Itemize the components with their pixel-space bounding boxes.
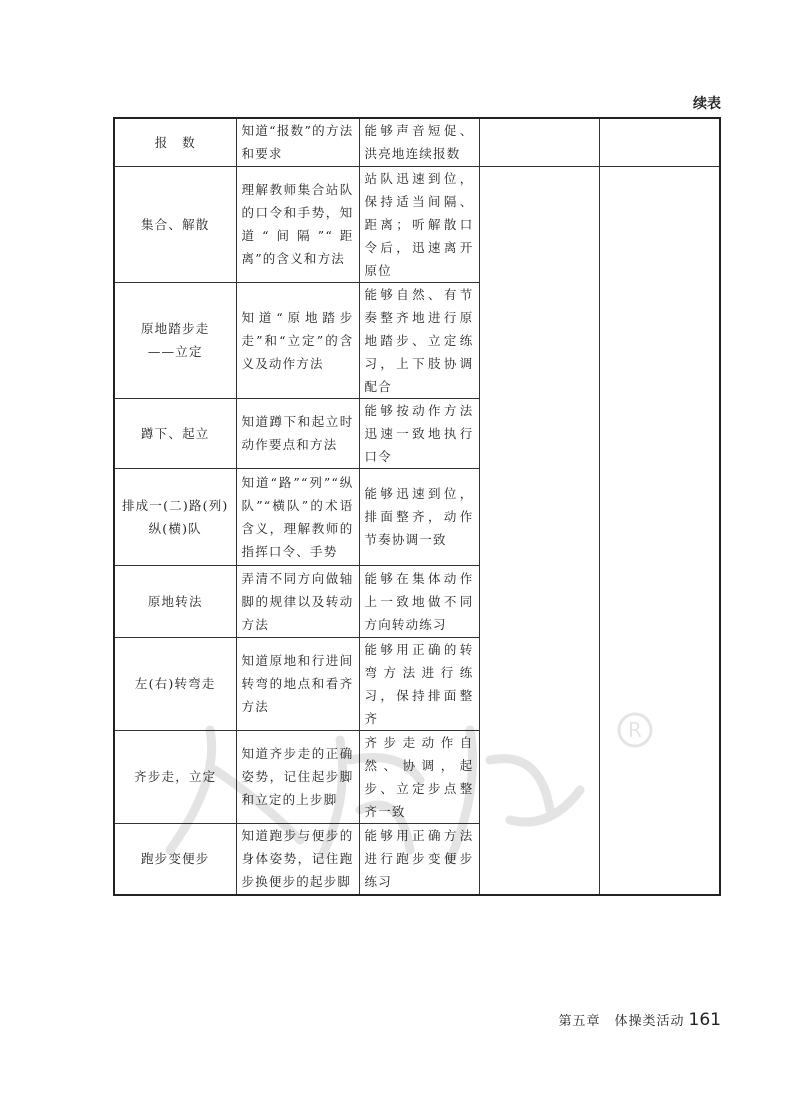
row-knowledge: 知道“报数”的方法和要求 (236, 118, 359, 166)
continued-label: 续表 (693, 96, 721, 112)
table-row (114, 118, 720, 166)
row-name: 排成一(二)路(列) 纵(横)队 (114, 468, 236, 565)
row-knowledge: 知道原地和行进间转弯的地点和看齐方法 (236, 637, 359, 730)
row-skill: 能够在集体动作上一致地做不同方向转动练习 (359, 565, 479, 637)
row-skill: 能够声音短促、洪亮地连续报数 (359, 118, 479, 166)
row-skill: 齐步走动作自然、协调，起步、立定步点整齐一致 (359, 730, 479, 823)
page-number: 161 (688, 1010, 721, 1030)
row-skill: 站队迅速到位，保持适当间隔、距离；听解散口令后，迅速离开原位 (359, 166, 479, 282)
row-name: 左(右)转弯走 (114, 637, 236, 730)
page-footer (559, 1010, 721, 1030)
chapter-label: 第五章 体操类活动 (558, 1014, 685, 1029)
svg-text:R: R (628, 718, 642, 742)
empty-cell (599, 118, 720, 166)
row-knowledge: 知道“路”“列”“纵队”“横队”的术语含义，理解教师的指挥口令、手势 (236, 468, 359, 565)
row-name: 原地转法 (114, 565, 236, 637)
row-knowledge: 知道“原地踏步走”和“立定”的含义及动作方法 (236, 282, 359, 398)
table-row (114, 166, 720, 282)
row-name: 蹲下、起立 (114, 398, 236, 468)
publisher-watermark-logo (150, 690, 670, 870)
row-name: 集合、解散 (114, 166, 236, 282)
row-skill: 能够用正确的转弯方法进行练习，保持排面整齐 (359, 637, 479, 730)
row-skill: 能够自然、有节奏整齐地进行原地踏步、立定练习，上下肢协调配合 (359, 282, 479, 398)
row-name: 跑步变便步 (114, 823, 236, 895)
row-knowledge: 知道跑步与便步的身体姿势，记住跑步换便步的起步脚 (236, 823, 359, 895)
row-skill: 能够按动作方法迅速一致地执行口令 (359, 398, 479, 468)
empty-cell (479, 118, 599, 166)
row-knowledge: 理解教师集合站队的口令和手势，知道“间隔”“距离”的含义和方法 (236, 166, 359, 282)
row-knowledge: 知道齐步走的正确姿势，记住起步脚和立定的上步脚 (236, 730, 359, 823)
row-skill: 能够用正确方法进行跑步变便步练习 (359, 823, 479, 895)
row-knowledge: 弄清不同方向做轴脚的规律以及转动方法 (236, 565, 359, 637)
row-knowledge: 知道蹲下和起立时动作要点和方法 (236, 398, 359, 468)
row-name: 原地踏步走 ——立定 (114, 282, 236, 398)
row-name: 齐步走，立定 (114, 730, 236, 823)
row-skill: 能够迅速到位，排面整齐，动作节奏协调一致 (359, 468, 479, 565)
row-name: 报 数 (114, 118, 236, 166)
